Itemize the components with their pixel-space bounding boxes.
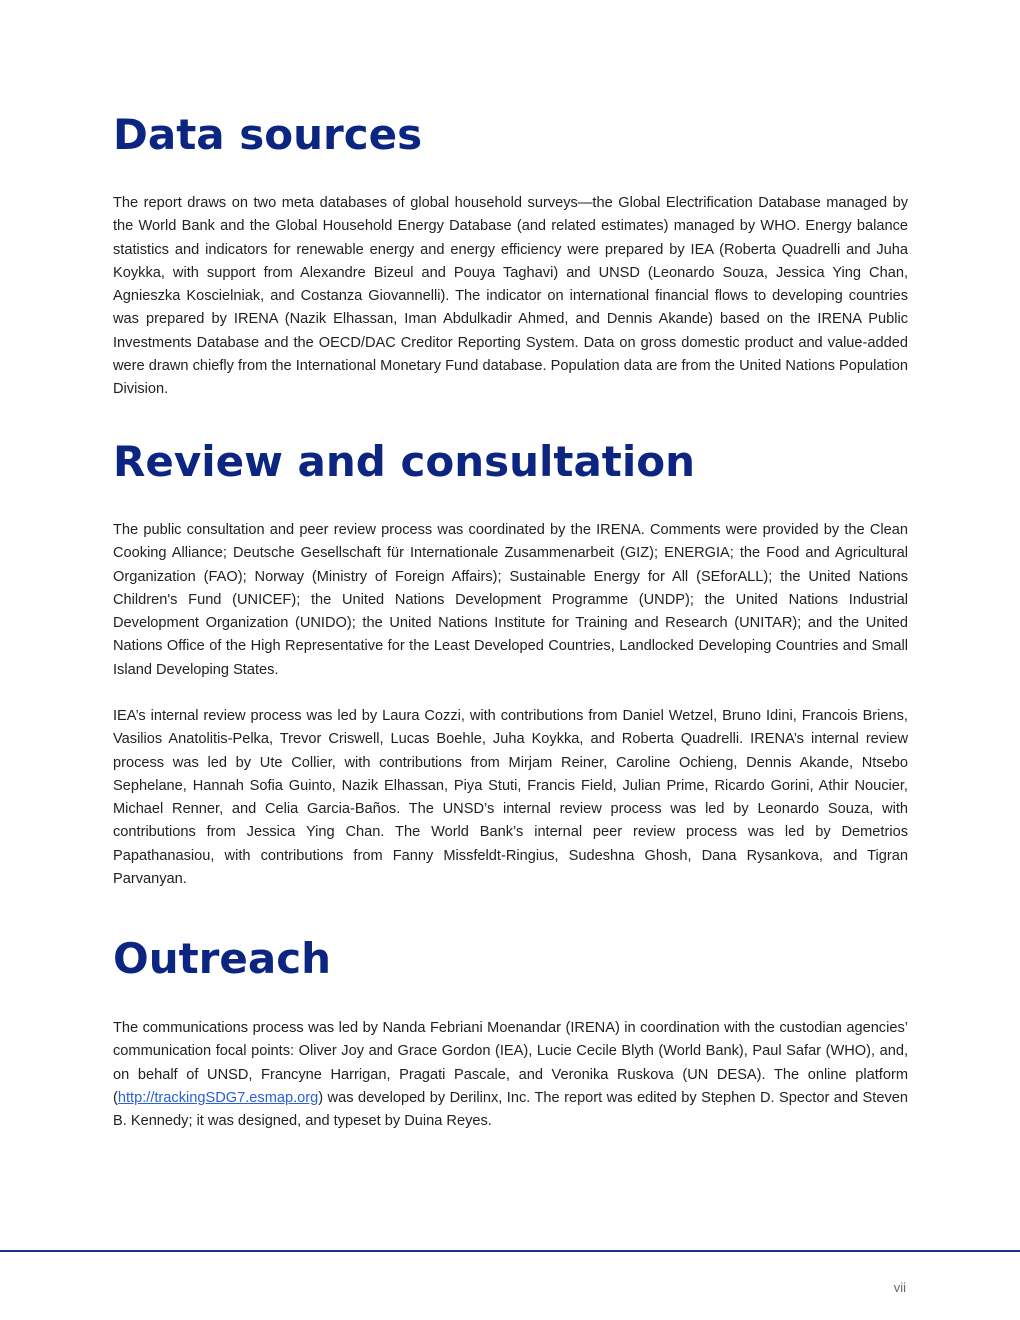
- outreach-text-before-link: The communications process was led by Nanda Febriani Moenandar (IRENA) in coordination with the custodian agencies’ communication focal points: Oliver Joy and Grace Gordon (IEA), Lucie Cecile Blyth (World Bank), Paul Safar (WHO), and, on behalf of UNSD, Francyne Harrigan, Pragati Pascale, and Veronika Ruskova (UN DESA). The online platform (: [113, 1020, 908, 1106]
- section-heading-outreach: Outreach: [113, 934, 332, 983]
- tracking-sdg7-link[interactable]: http://trackingSDG7.esmap.org: [117, 1089, 319, 1106]
- section-heading-data-sources: Data sources: [113, 110, 423, 159]
- review-paragraph-2: IEA’s internal review process was led by Laura Cozzi, with contributions from Daniel Wetzel, Bruno Idini, Francois Briens, Vasilios Anatolitis-Pelka, Trevor Criswell, Lucas Boehle, Juha Koykka, and Roberta Quadrelli. IRENA’s internal review process was led by Ute Collier, with contributions from Mirjam Reiner, Caroline Ochieng, Dennis Akande, Ntsebo Sephelane, Hannah Sofia Guinto, Nazik Elhassan, Piya Stuti, Francis Field, Julian Prime, Ricardo Gorini, Athir Noucier, Michael Renner, and Celia Garcia-Baños. The UNSD’s internal review process was led by Leonardo Souza, with contributions from Jessica Ying Chan. The World Bank’s internal peer review process was led by Demetrios Papathanasiou, with contributions from Fanny Missfeldt-Ringius, Sudeshna Ghosh, Dana Rysankova, and Tigran Parvanyan.: [113, 708, 908, 888]
- outreach-text-after-link: ) was developed by Derilinx, Inc. The report was edited by Stephen D. Spector and Steven B. Kennedy; it was designed, and typeset by Duina Reyes.: [113, 1089, 908, 1130]
- page-number: vii: [893, 1280, 906, 1295]
- outreach-paragraph: [113, 1017, 908, 1133]
- footer-rule: [0, 1250, 1020, 1252]
- section-heading-review: Review and consultation: [113, 437, 696, 486]
- review-paragraph-1: The public consultation and peer review process was coordinated by the IRENA. Comments were provided by the Clean Cooking Alliance; Deutsche Gesellschaft für Internationale Zusammenarbeit (GIZ); ENERGIA; the Food and Agricultural Organization (FAO); Norway (Ministry of Foreign Affairs); Sustainable Energy for All (SEforALL); the United Nations Children's Fund (UNICEF); the United Nations Development Programme (UNDP); the United Nations Industrial Development Organization (UNIDO); the United Nations Institute for Training and Research (UNITAR); and the United Nations Office of the High Representative for the Least Developed Countries, Landlocked Developing Countries and Small Island Developing States.: [113, 522, 908, 678]
- data-sources-paragraph: The report draws on two meta databases of global household surveys—the Global Electrification Database managed by the World Bank and the Global Household Energy Database (and related estimates) managed by WHO. Energy balance statistics and indicators for renewable energy and energy efficiency were prepared by IEA (Roberta Quadrelli and Juha Koykka, with support from Alexandre Bizeul and Pouya Taghavi) and UNSD (Leonardo Souza, Jessica Ying Chan, Agnieszka Koscielniak, and Costanza Giovannelli). The indicator on international financial flows to developing countries was prepared by IRENA (Nazik Elhassan, Iman Abdulkadir Ahmed, and Dennis Akande) based on the IRENA Public Investments Database and the OECD/DAC Creditor Reporting System. Data on gross domestic product and value-added were drawn chiefly from the International Monetary Fund database. Population data are from the United Nations Population Division.: [113, 195, 908, 398]
